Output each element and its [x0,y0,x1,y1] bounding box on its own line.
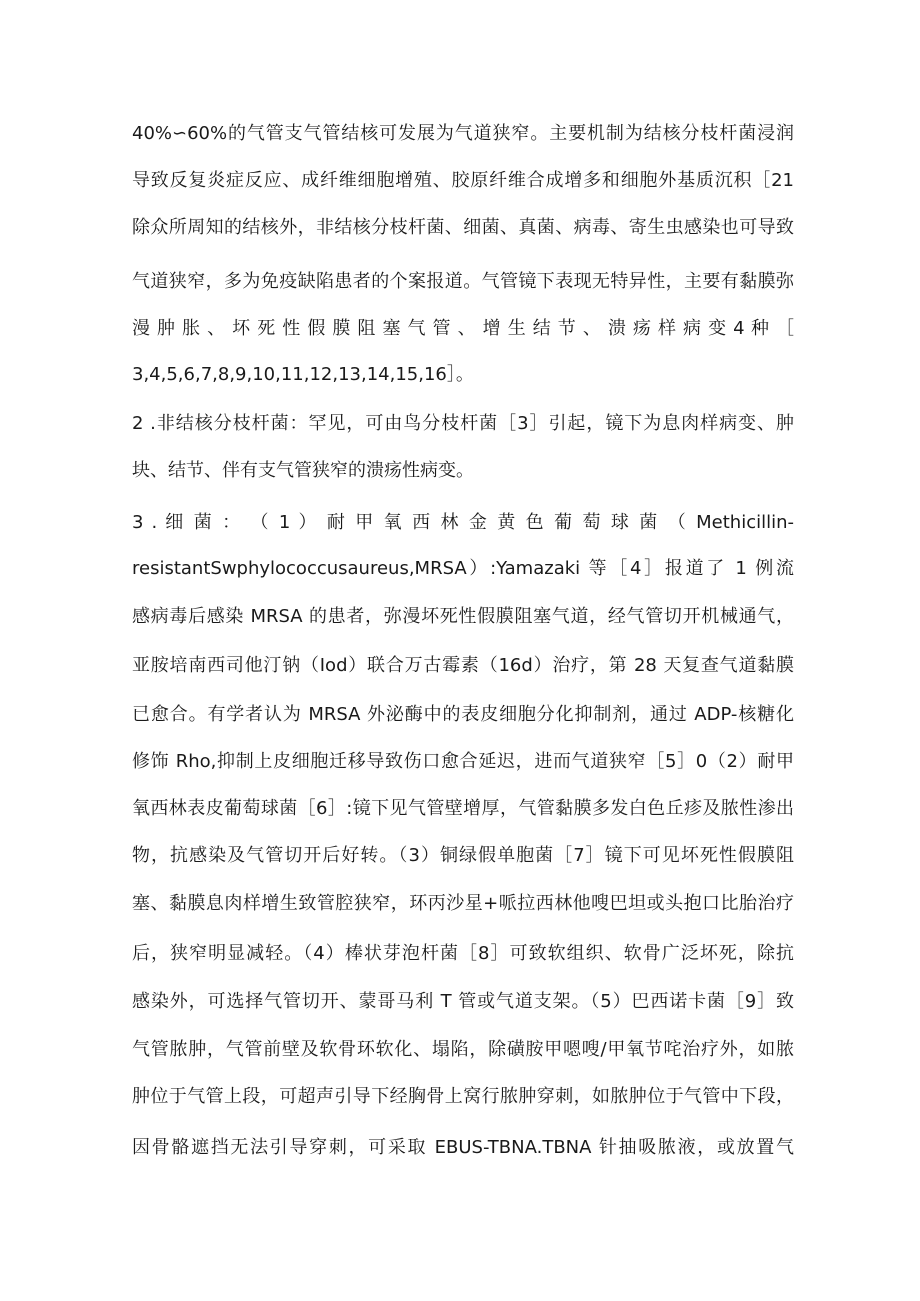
text-line: 气道狭窄，多为免疫缺陷患者的个案报道。气管镜下表现无特异性，主要有黏膜弥 [132,271,794,292]
text-line: 肿位于气管上段，可超声引导下经胸骨上窝行脓肿穿刺，如脓肿位于气管中下段， [132,1086,794,1107]
text-line: 亚胺培南西司他汀钠（Iod）联合万古霉素（16d）治疗，第 28 天复查气道黏膜 [132,655,794,676]
text-line: 氧西林表皮葡萄球菌［6］:镜下见气管壁增厚，气管黏膜多发白色丘疹及脓性渗出 [132,798,794,819]
text-line: 物，抗感染及气管切开后好转。（3）铜绿假单胞菌［7］镜下可见坏死性假膜阻 [132,845,794,866]
text-line: 修饰 Rho,抑制上皮细胞迁移导致伤口愈合延迟，进而气道狭窄［5］0（2）耐甲 [132,751,794,772]
text-line: 3 . 细 菌 ： （ 1 ） 耐 甲 氧 西 林 金 黄 色 葡 萄 球 菌 （ Methicillin- [132,512,794,533]
text-line: 气管脓肿，气管前壁及软骨环软化、塌陷，除磺胺甲嗯嗖/甲氧节咤治疗外，如脓 [132,1039,794,1060]
text-line: 2 .非结核分枝杆菌：罕见，可由鸟分枝杆菌［3］引起，镜下为息肉样病变、肿 [132,413,794,434]
text-line: 块、结节、伴有支气管狭窄的溃疡性病变。 [132,460,474,481]
text-line: 导致反复炎症反应、成纤维细胞增殖、胶原纤维合成增多和细胞外基质沉积［21 [132,170,794,191]
text-line: 除众所周知的结核外，非结核分枝杆菌、细菌、真菌、病毒、寄生虫感染也可导致 [132,217,794,238]
text-line: 因骨骼遮挡无法引导穿刺，可采取 EBUS-TBNA.TBNA 针抽吸脓液，或放置气 [132,1137,794,1158]
text-line: 已愈合。有学者认为 MRSA 外泌酶中的表皮细胞分化抑制剂，通过 ADP-核糖化 [132,704,794,725]
text-line: 感病毒后感染 MRSA 的患者，弥漫坏死性假膜阻塞气道，经气管切开机械通气， [132,606,794,627]
text-line: 3,4,5,6,7,8,9,10,11,12,13,14,15,16］。 [132,364,474,385]
text-line: 后，狭窄明显减轻。（4）棒状芽泡杆菌［8］可致软组织、软骨广泛坏死，除抗 [132,943,794,964]
text-line: 漫 肿 胀 、 坏 死 性 假 膜 阻 塞 气 管 、 增 生 结 节 、 溃 疡 样 病 变 4 种 ［ [132,318,794,339]
text-line: 塞、黏膜息肉样增生致管腔狭窄，环丙沙星+哌拉西林他嗖巴坦或头抱口比胎治疗 [132,893,794,914]
text-line: 40%∽60%的气管支气管结核可发展为气道狭窄。主要机制为结核分枝杆菌浸润 [132,123,794,144]
text-line: 感染外，可选择气管切开、蒙哥马利 T 管或气道支架。（5）巴西诺卡菌［9］致 [132,991,794,1012]
text-line: resistantSwphylococcusaureus,MRSA）:Yamazaki 等［4］报道了 1 例流 [132,558,794,579]
